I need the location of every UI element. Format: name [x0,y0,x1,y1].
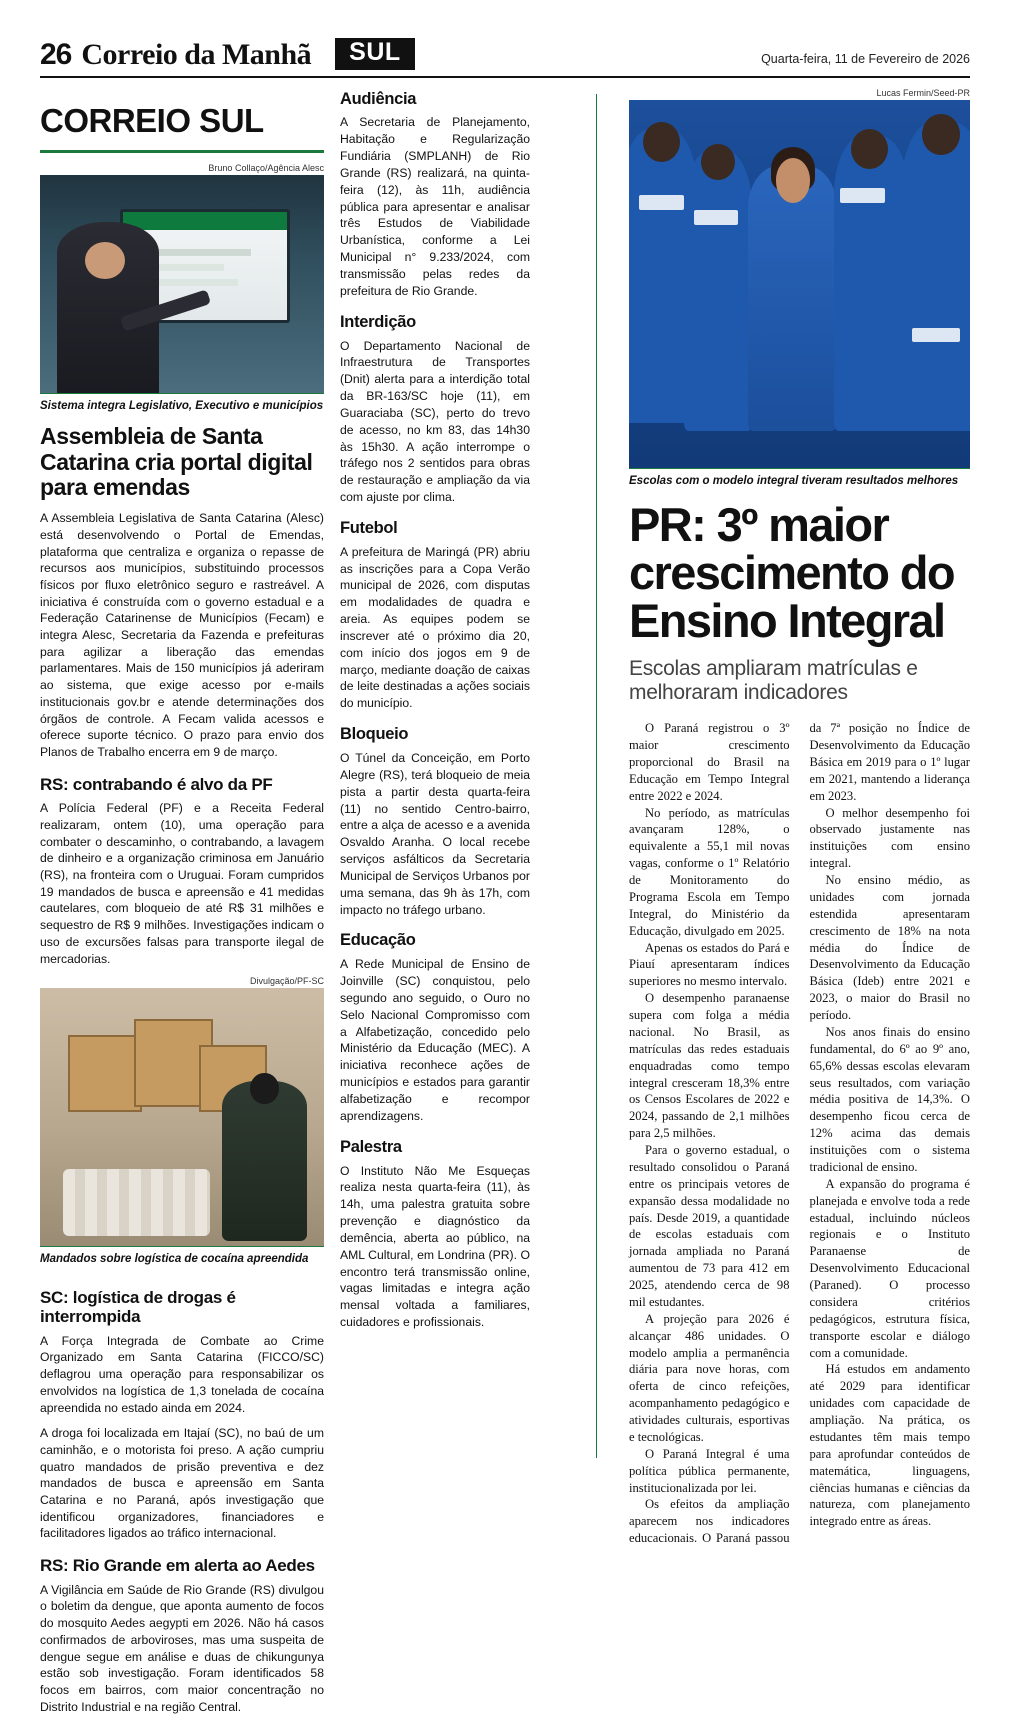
brief-title: Educação [340,931,416,950]
article3-headline: SC: logística de drogas é interrompida [40,1287,236,1327]
article1-paragraph: A Assembleia Legislativa de Santa Catarina (Alesc) está desenvolvendo o Portal de Emendas, plataforma que centraliza e organiza o repasse de recursos aos municípios, substituindo processos físicos por fluxo eletrônico seguro e rastreável. A iniciativa é construída com o governo estadual e a Federação Catarinense de Municípios (Fecam) e integra Alesc, Secretaria da Fazenda e prefeituras para agilizar a liberação das emendas parlamentares. Mais de 150 municípios já aderiram ao sistema, que exige acesso por e-mails institucionais gov.br e atende determinações dos órgãos de controle. A Fecam valida acessos e oferece suporte técnico. O prazo para envio dos Planos de Trabalho encerra em 9 de março. [40,511,324,759]
feature-paragraph: O Paraná Integral é uma política pública permanente, institucionalizada por lei. [629,1446,790,1495]
newspaper-title: Correio da Manhã [81,38,312,71]
brief-title: Interdição [340,312,416,331]
column-divider [596,94,597,1458]
brief-item [340,1138,530,1331]
page-number: 26 [40,38,72,71]
brief-title: Palestra [340,1137,402,1156]
feature-paragraph: A projeção para 2026 é alcançar 486 unidades. O modelo amplia a permanência diária para nove horas, com oferta de cinco refeições, acompanhamento pedagógico e atividades culturais, esportivas e tecnológicas. [629,1311,790,1444]
photo-parana-integral [629,100,970,468]
feature-subhead: Escolas ampliaram matrículas e melhoraram indicadores [629,656,918,705]
feature-paragraph: No período, as matrículas avançaram 128%, o equivalente a 55,1 mil novas vagas, conforme o 1º Relatório de Monitoramento do Programa Escola em Tempo Integral, do Ministério da Educação, divulgado em 2025. [629,805,790,938]
column-a [40,88,340,1714]
brief-text: O Túnel da Conceição, em Porto Alegre (RS), terá bloqueio de meia pista a partir desta quarta-feira (11) no sentido Centro-bairro, entre a alça de acesso e a avenida Osvaldo Aranha. O local recebe serviços asfálticos da Secretaria Municipal de Serviços Urbanos por uma semana, das 9h às 17h, com impacto no tráfego urbano. [340,751,530,917]
photo1-caption: Sistema integra Legislativo, Executivo e municípios [40,393,324,420]
feature-paragraph: Os efeitos da ampliação aparecem nos indicadores educacionais. O Paraná passou da 7ª posição no Índice de Desenvolvimento da Educação Básica em 2019 para o 1º lugar em 2021, mantendo a liderança em 2023. [629,721,970,1546]
feature-paragraph: O desempenho paranaense supera com folga a média nacional. No Brasil, as matrículas das redes estaduais enquadradas como tempo integral cresceram 18,3% entre os Censos Escolares de 2022 e 2024, passando de 2,1 milhões para 2,5 milhões. [629,991,790,1141]
feature-paragraph: Há estudos em andamento até 2029 para identificar unidades com capacidade de ampliação. Na prática, os estudantes têm mais tempo para aprofundar conteúdos de matemática, linguagens, ciências humanas e ciências da natureza, com planejamento integrado entre as áreas. [809,1362,970,1529]
page-content [40,78,970,1714]
section-rule [40,150,324,153]
feature-body [629,720,970,1547]
brief-title: Bloqueio [340,725,409,744]
brief-item [340,725,530,918]
photo-cocaina-apreendida [40,988,324,1246]
brief-item [340,519,530,712]
brief-item [340,313,530,506]
photo2-caption: Mandados sobre logística de cocaína apreendida [40,1246,324,1273]
feature-paragraph: Apenas os estados do Pará e Piauí apresentaram índices superiores no mesmo intervalo. [629,940,790,989]
photo1-credit: Bruno Collaço/Agência Alesc [208,162,324,173]
feature-paragraph: A expansão do programa é planejada e envolve toda a rede estadual, incluindo núcleos regionais e o Instituto Paranaense de Desenvolvimento Educacional (Paraned). O processo considera critérios pedagógicos, estrutura física, transporte escolar e diálogo com a comunidade. [809,1176,970,1360]
issue-date: Quarta-feira, 11 de Fevereiro de 2026 [761,51,970,66]
article1-headline: Assembleia de Santa Catarina cria portal digital para emendas [40,422,313,501]
brief-text: O Departamento Nacional de Infraestrutura de Transportes (Dnit) alerta para a interdição total da BR-163/SC hoje (11), em Guaraciaba (SC), perto do trevo de acesso, no km 83, das 14h30 às 15h30. A ação interrompe o tráfego nos 2 sentidos para obras de restauração e ampliação da via com ajuste por clima. [340,338,530,504]
feature-paragraph: Nos anos finais do ensino fundamental, do 6º ao 9º ano, 65,6% dessas escolas elevaram seus resultados, com variação média positiva de 14,3%. O desempenho ficou cerca de 12% acima das demais instituições com o sistema tradicional de ensino. [809,1024,970,1174]
feature-paragraph: O melhor desempenho foi observado justamente nas instituições com ensino integral. [809,805,970,871]
article4-headline: RS: Rio Grande em alerta ao Aedes [40,1556,315,1576]
article2-paragraph: A Polícia Federal (PF) e a Receita Federal realizaram, ontem (10), uma operação para combater o descaminho, o contrabando, a lavagem de dinheiro e a organização criminosa em Januário (RS), na fronteira com o Uruguai. Foram cumpridos 19 mandados de busca e apreensão e 41 medidas cautelares, com bloqueio de até R$ 31 milhões e sequestro de R$ 9 milhões. Investigações indicam o uso de excursões falsas para transporte ilegal de mercadorias. [40,801,324,966]
article3-paragraph-1: A Força Integrada de Combate ao Crime Organizado em Santa Catarina (FICCO/SC) deflagrou uma operação para responsabilizar os envolvidos na logística de 1,3 tonelada de cocaína apreendida no estado ainda em 2024. [40,1333,324,1415]
brief-title: Audiência [340,89,417,108]
masthead [40,0,970,78]
feature-paragraph: O Paraná registrou o 3º maior crescimento proporcional do Brasil na Educação em Tempo Integral entre 2022 e 2024. [629,721,790,803]
feature-paragraph: Para o governo estadual, o resultado consolidou o Paraná entre os principais vetores de expansão dessa modalidade no país. Desde 2019, a quantidade de escolas estaduais com jornada ampliada no Paraná aumentou de 73 para 412 em 2025, atendendo cerca de 98 mil estudantes. [629,1143,790,1309]
section-tag: SUL [335,38,415,70]
section-heading: CORREIO SUL [40,101,264,139]
column-briefs [340,88,530,1458]
photo2-credit: Divulgação/PF-SC [249,976,324,987]
brief-text: A Secretaria de Planejamento, Habitação e Regularização Fundiária (SMPLANH) de Rio Grande (RS) realizará, na quinta-feira (12), às 11h, audiência pública para apresentar e analisar três Estudos de Viabilidade Urbanística, conforme a Lei Municipal n° 9.233/2024, com transmissão pelas redes da prefeitura de Rio Grande. [340,115,530,298]
feature-headline: PR: 3º maior crescimento do Ensino Integral [629,497,954,647]
article2-headline: RS: contrabando é alvo da PF [40,774,273,794]
left-zone [40,88,590,1714]
article3-paragraph-2: A droga foi localizada em Itajaí (SC), no baú de um caminhão, e o motorista foi preso. A ação cumpriu quatro mandados de prisão preventiva e dez mandados de busca e apreensão em Santa Catarina e no Paraná, após investigação que identificou organizadores, financiadores e facilitadores ligados ao tráfico internacional. [40,1426,324,1541]
brief-text: O Instituto Não Me Esqueças realiza nesta quarta-feira (11), às 14h, uma palestra gratuita sobre prevenção e diagnóstico da demência, aberta ao público, na AML Cultural, em Londrina (PR). O encontro terá transmissão online, vagas limitadas e integra ação mensal voltada a familiares, cuidadores e profissionais. [340,1163,530,1329]
brief-item [340,90,530,300]
feature-photo-caption: Escolas com o modelo integral tiveram resultados melhores [629,468,970,495]
brief-title: Futebol [340,518,398,537]
feature-paragraph: No ensino médio, as unidades com jornada estendida apresentaram crescimento de 18% na nota média do Índice de Desenvolvimento da Educação Básica (Ideb) entre 2021 e 2023, o maior do Brasil no período. [809,873,970,1023]
brief-text: A prefeitura de Maringá (PR) abriu as inscrições para a Copa Verão municipal de 2026, com disputas em modalidades de quadra e areia. As equipes podem se inscrever até o próximo dia 20, com início dos jogos em 9 de março, mediante doação de caixas de leite destinadas a ações sociais do município. [340,544,530,711]
article4-paragraph: A Vigilância em Saúde de Rio Grande (RS) divulgou o boletim da dengue, que aponta aumento de focos do mosquito Aedes aegypti em 2026. Não há casos confirmados de arboviroses, mas uma suspeita de dengue segue em análise e duas de chikungunya estão sob investigação. Foram identificados 58 focos em bairros, com maior concentração no Distrito Industrial e na região Central. [40,1582,324,1714]
brief-item [340,931,530,1124]
feature-zone [611,87,970,1546]
photo-portal-emendas [40,175,324,393]
brief-text: A Rede Municipal de Ensino de Joinville (SC) conquistou, pelo segundo ano seguido, o Ouro no Selo Nacional Compromisso com a Alfabetização, concedido pelo Ministério da Educação (MEC). A iniciativa reconhece ações de municípios e estados para garantir alfabetização e recompor aprendizagens. [340,957,530,1123]
feature-photo-credit: Lucas Fermin/Seed-PR [876,87,970,98]
